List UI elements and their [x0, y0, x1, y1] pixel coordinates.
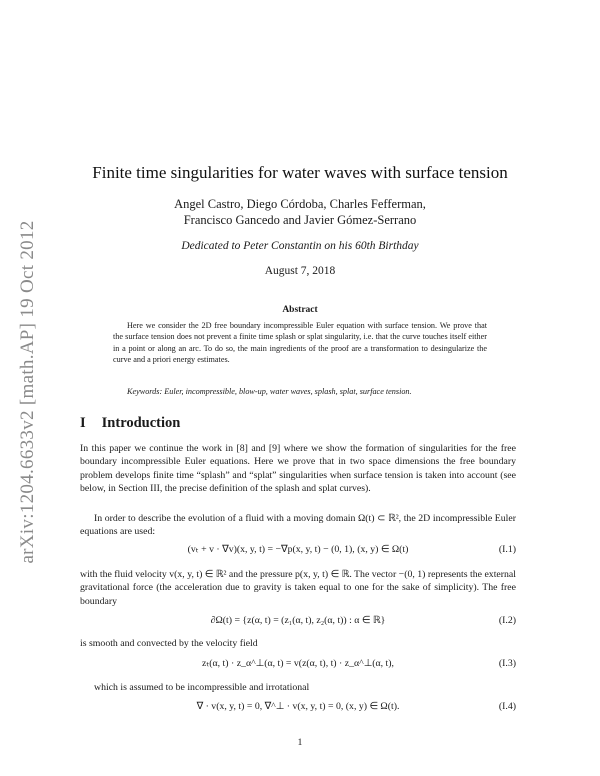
arxiv-identifier: arXiv:1204.6633v2 [math.AP] 19 Oct 2012 — [17, 220, 38, 564]
paper-title: Finite time singularities for water waves with surface tension — [92, 163, 508, 182]
paper-date: August 7, 2018 — [264, 265, 336, 277]
intro-paragraph-5: which is assumed to be incompressible and irrotational — [94, 682, 310, 693]
equation-I-3 — [80, 658, 516, 672]
equation-expression: ∇ · v(x, y, t) = 0, ∇^⊥ · v(x, y, t) = 0, (x, y) ∈ Ω(t). — [196, 701, 400, 712]
equation-label: (I.4) — [498, 701, 516, 712]
section-heading — [80, 415, 180, 432]
arxiv-sidebar-stamp — [8, 112, 48, 672]
equation-label: (I.2) — [498, 615, 516, 626]
intro-paragraph-4: is smooth and convected by the velocity field — [80, 638, 258, 649]
equation-label: (I.1) — [498, 544, 516, 555]
abstract-body: Here we consider the 2D free boundary incompressible Euler equation with surface tension. We prove that the surface tension does not prevent a finite time splash or splat singularity, i.e. that the curve touches itself either in a point or along an arc. To do so, the main ingredients of the proof are a transformation to desingularize the curve and a priori energy estimates. — [113, 321, 487, 364]
intro-paragraph-3: with the fluid velocity v(x, y, t) ∈ ℝ² and the pressure p(x, y, t) ∈ ℝ. The vector −(0, 1) represents the external gravitational force (the acceleration due to gravity is taken equal to one for the sake of simplicity). The free boundary — [80, 569, 516, 607]
page-number: 1 — [297, 737, 303, 748]
equation-label: (I.3) — [498, 658, 516, 669]
authors-line-1: Angel Castro, Diego Córdoba, Charles Fefferman, — [174, 197, 426, 211]
keywords: Keywords: Euler, incompressible, blow-up, water waves, splash, splat, surface tension. — [127, 387, 412, 396]
section-title: Introduction — [101, 415, 181, 431]
equation-expression: zₜ(α, t) · z_α^⊥(α, t) = v(z(α, t), t) · z_α^⊥(α, t), — [202, 658, 394, 669]
equation-I-1 — [80, 544, 516, 558]
equation-I-4 — [80, 701, 516, 715]
abstract-heading: Abstract — [282, 305, 318, 315]
intro-paragraph-2: In order to describe the evolution of a fluid with a moving domain Ω(t) ⊂ ℝ², the 2D incompressible Euler equations are used: — [80, 513, 516, 538]
equation-expression: (vₜ + v · ∇v)(x, y, t) = −∇p(x, y, t) − (0, 1), (x, y) ∈ Ω(t) — [187, 544, 409, 555]
equation-expression: ∂Ω(t) = {z(α, t) = (z₁(α, t), z₂(α, t)) : α ∈ ℝ} — [210, 615, 386, 626]
equation-I-2 — [80, 615, 516, 629]
dedication: Dedicated to Peter Constantin on his 60th Birthday — [181, 240, 419, 252]
section-number: I — [80, 415, 86, 431]
intro-paragraph-1: In this paper we continue the work in [8] and [9] where we show the formation of singularities for the free boundary incompressible Euler equations. Here we prove that in two space dimensions the free boundary problem develops finite time “splash” and “splat” singularities when surface tension is taken into account (see below, in Section III, the precise definition of the splash and splat curves). — [80, 443, 516, 495]
author-list — [120, 196, 480, 228]
authors-line-2: Francisco Gancedo and Javier Gómez-Serrano — [183, 213, 417, 227]
